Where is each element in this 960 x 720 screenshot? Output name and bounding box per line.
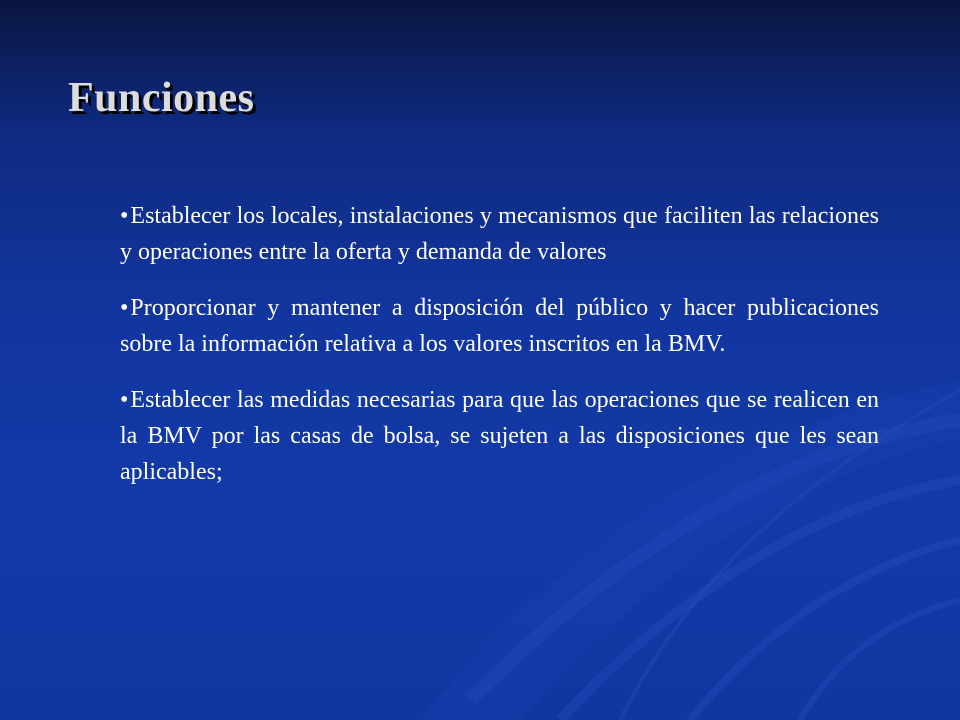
slide-title: Funciones xyxy=(68,75,255,121)
bullet-list xyxy=(120,198,879,510)
bullet-dot-icon: • xyxy=(120,295,129,321)
bullet-dot-icon: • xyxy=(120,387,129,413)
bullet-item xyxy=(120,198,879,270)
bullet-item xyxy=(120,382,879,490)
bullet-dot-icon: • xyxy=(120,203,129,229)
bullet-item xyxy=(120,290,879,362)
bullet-text: Establecer las medidas necesarias para que las operaciones que se realicen en la BMV por las casas de bolsa, se sujeten a las disposiciones que les sean aplicables; xyxy=(120,387,879,485)
bullet-text: Establecer los locales, instalaciones y mecanismos que faciliten las relaciones y operaciones entre la oferta y demanda de valores xyxy=(120,203,879,265)
bullet-text: Proporcionar y mantener a disposición del público y hacer publicaciones sobre la información relativa a los valores inscritos en la BMV. xyxy=(120,295,879,357)
